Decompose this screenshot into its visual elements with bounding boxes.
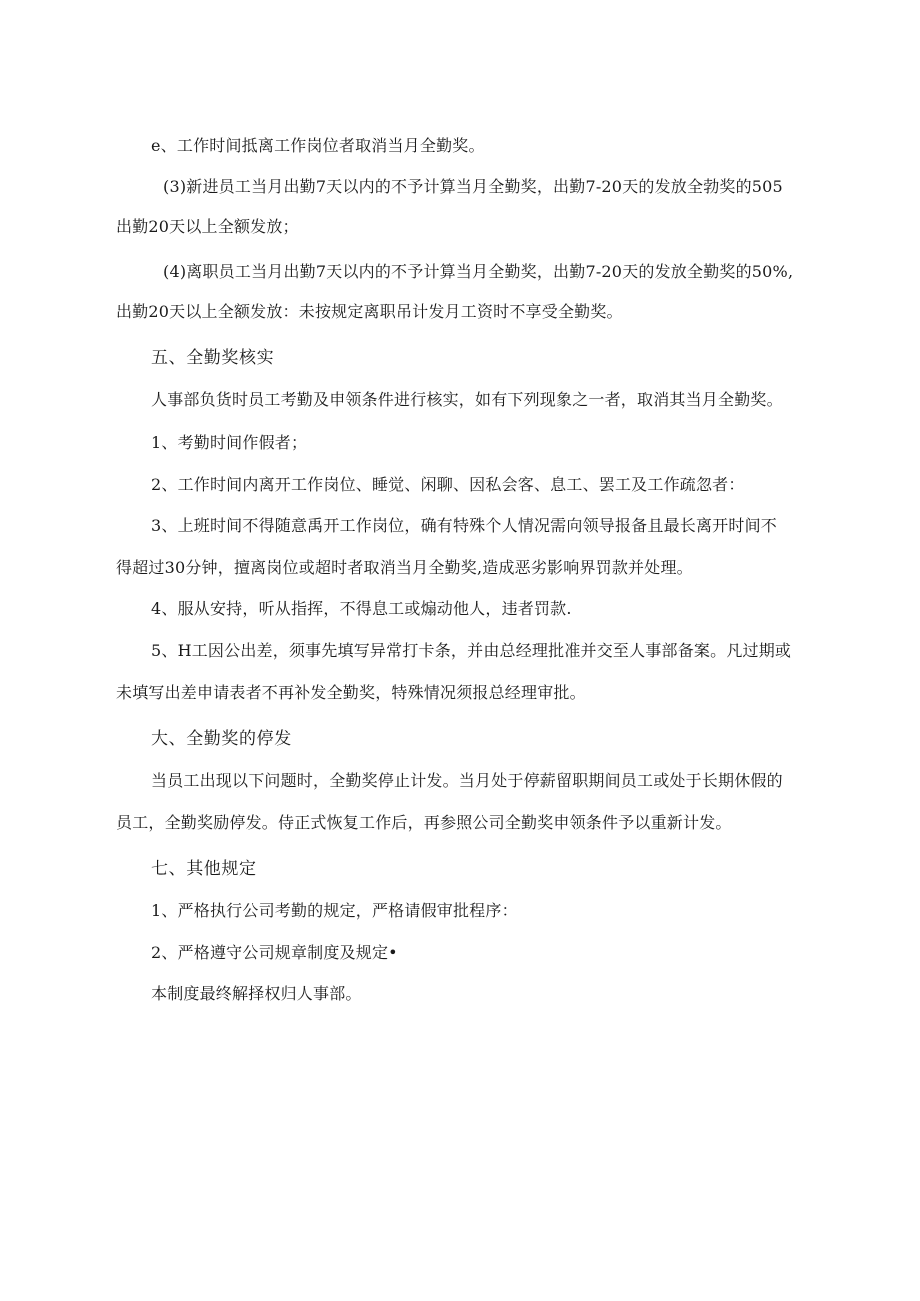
item-e: e、工作时间抵离工作岗位者取消当月全勤奖。 (151, 136, 485, 155)
section5-intro: 人事部负货时员工考勤及申领条件进行核实，如有下列现象之一者，取消其当月全勤奖。 (151, 390, 783, 409)
section5-item5-line1: 5、H工因公出差，须事先填写异常打卡条，并由总经理批准并交至人事部备案。凡过期或 (151, 641, 792, 660)
section6-para-line2: 员工，全勤奖励停发。侍正式恢复工作后，再参照公司全勤奖申领条件予以重新计发。 (116, 813, 732, 832)
section5-heading: 五、全勤奖核实 (151, 348, 275, 368)
item-4-line1: (4)离职员工当月出勤7天以内的不予计算当月全勤奖，出勤7-20天的发放全勤奖的50%, (163, 262, 794, 281)
item-4-line2: 出勤20天以上全额发放：未按规定离职吊计发月工资时不享受全勤奖。 (116, 302, 623, 321)
closing-statement: 本制度最终解择权归人事部。 (151, 984, 362, 1003)
item-3-line1: (3)新进员工当月出勤7天以内的不予计算当月全勤奖，出勤7-20天的发放全勃奖的505 (163, 177, 783, 196)
section7-item1: 1、严格执行公司考勤的规定，严格请假审批程序： (151, 901, 518, 920)
section7-item2: 2、严格遵守公司规章制度及规定• (151, 943, 398, 962)
section6-heading: 大、全勤奖的停发 (151, 729, 292, 749)
section5-item3-line1: 3、上班时间不得随意禹开工作岗位，确有特殊个人情况需向领导报备且最长离开时间不 (151, 516, 777, 535)
section7-heading: 七、其他规定 (151, 859, 257, 879)
section5-item5-line2: 未填写出差申请表者不再补发全勤奖，特殊情况须报总经理审批。 (116, 683, 586, 702)
section5-item4: 4、服从安持，听从指挥，不得息工或煽动他人，违者罚款. (151, 599, 572, 618)
section5-item1: 1、考勤时间作假者； (151, 433, 308, 452)
item-3-line2: 出勤20天以上全额发放； (116, 217, 299, 236)
section6-para-line1: 当员工出现以下问题时，全勤奖停止计发。当月处于停薪留职期间员工或处于长期休假的 (151, 771, 783, 790)
section5-item2: 2、工作时间内离开工作岗位、睡觉、闲聊、因私会客、息工、罢工及工作疏忽者： (151, 475, 745, 494)
section5-item3-line2: 得超过30分钟，擅离岗位或超时者取消当月全勤奖,造成恶劣影响界罚款并处理。 (116, 558, 693, 577)
